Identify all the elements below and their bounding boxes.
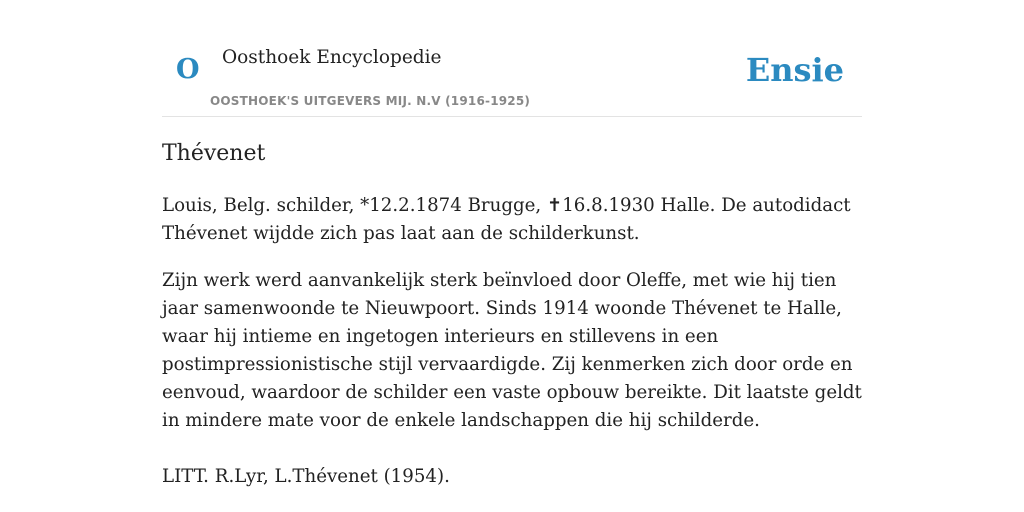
article-literature: LITT. R.Lyr, L.Thévenet (1954). (162, 466, 450, 487)
article-paragraph: Zijn werk werd aanvankelijk sterk beïnvloed door Oleffe, met wie hij tien jaar samenwoonde te Nieuwpoort. Sinds 1914 woonde Thévenet te Halle, waar hij intieme en ingetogen interieurs en stillevens in een postimpressionistische stijl vervaardigde. Zij kenmerken zich door orde en eenvoud, waardoor de schilder een vaste opbouw bereikte. Dit laatste geldt in mindere mate voor de enkele landschappen die hij schilderde. (162, 270, 862, 431)
article (162, 136, 862, 491)
article-paragraph: Louis, Belg. schilder, *12.2.1874 Brugge, ✝16.8.1930 Halle. De autodidact Thévenet wijdde zich pas laat aan de schilderkunst. (162, 195, 851, 244)
publisher-subtitle: OOSTHOEK'S UITGEVERS MIJ. N.V (1916-1925) (210, 94, 531, 108)
brand-link[interactable]: Ensie (745, 51, 844, 89)
logo-link[interactable]: O (176, 54, 200, 85)
site-title: Oosthoek Encyclopedie (222, 47, 442, 68)
site-header (162, 0, 862, 117)
article-title: Thévenet (162, 141, 266, 166)
